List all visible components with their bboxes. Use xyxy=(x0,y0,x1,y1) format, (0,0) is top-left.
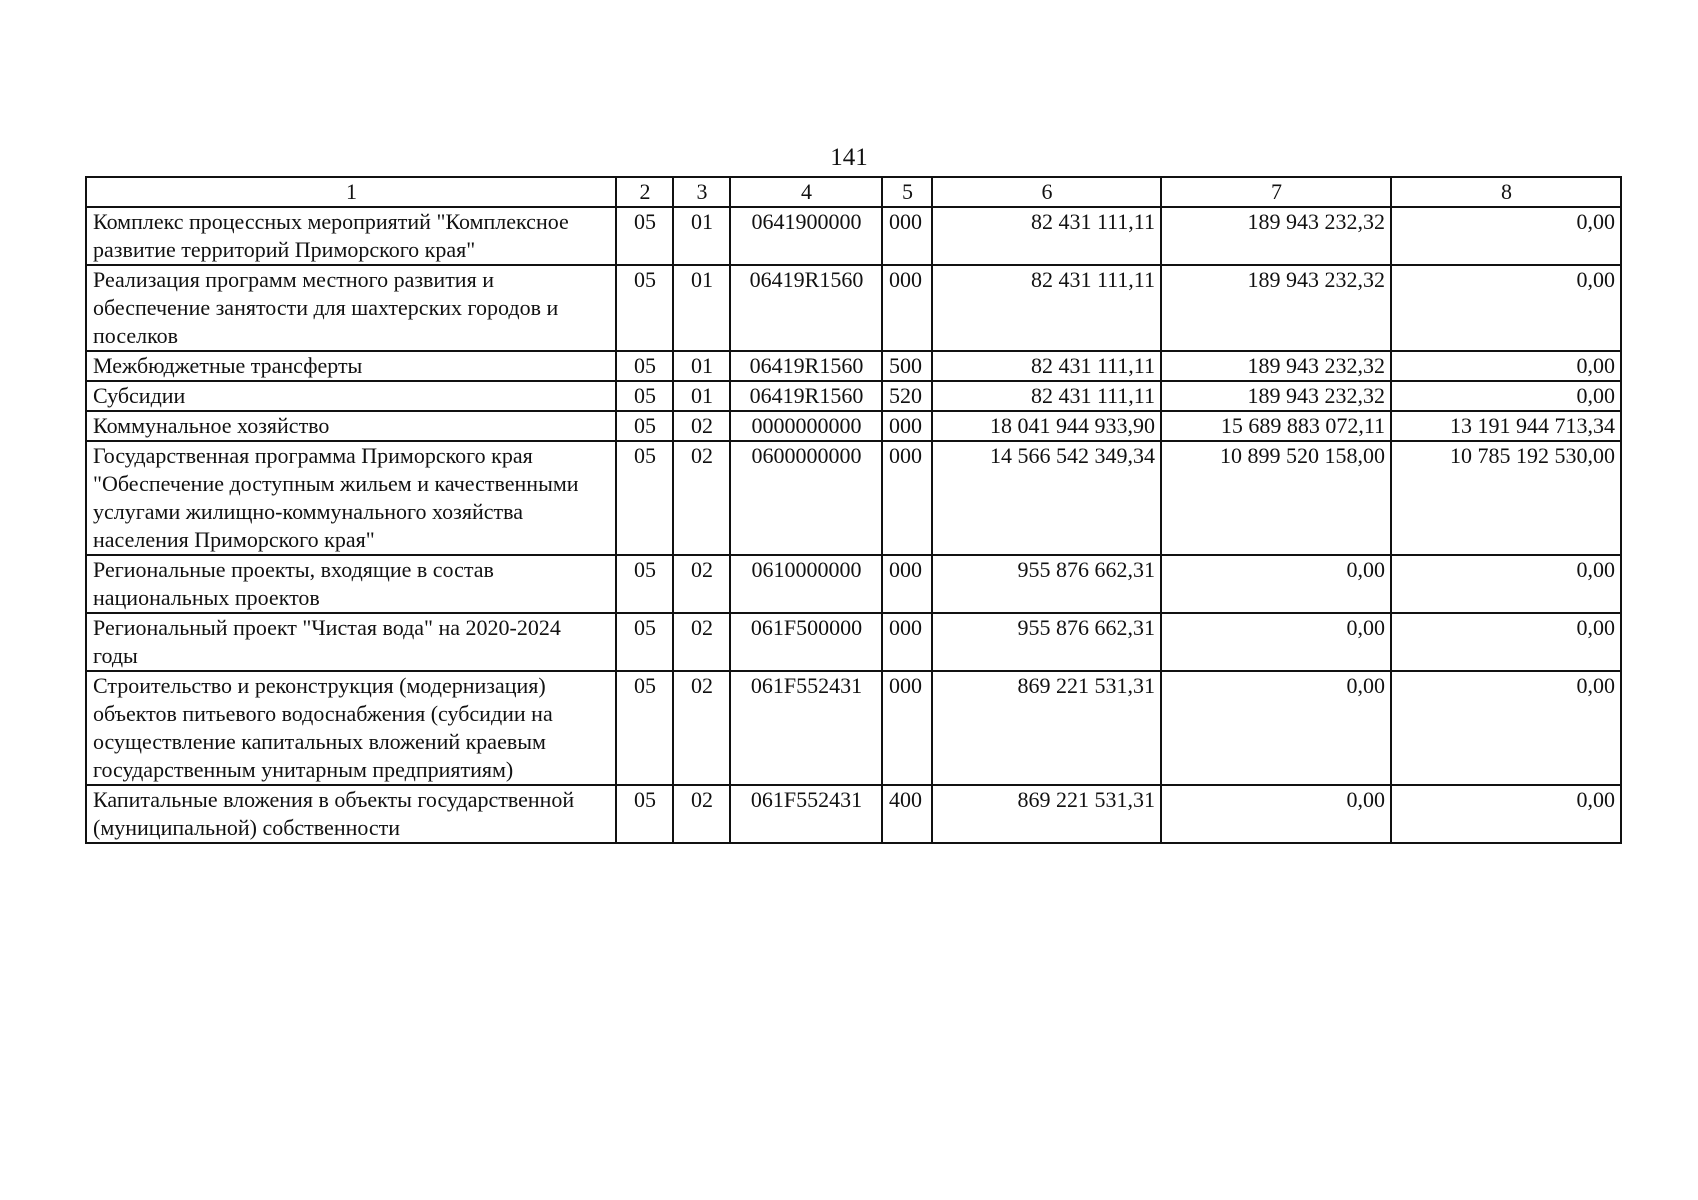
row-expense-type: 000 xyxy=(882,555,932,613)
row-expense-type: 520 xyxy=(882,381,932,411)
row-amount-col7: 189 943 232,32 xyxy=(1161,381,1391,411)
table-row xyxy=(86,411,1621,441)
row-subsection: 02 xyxy=(673,785,730,843)
row-section: 05 xyxy=(616,265,673,351)
row-target-code: 0600000000 xyxy=(730,441,882,555)
row-target-code: 06419R1560 xyxy=(730,381,882,411)
row-expense-type: 000 xyxy=(882,411,932,441)
page-number: 141 xyxy=(830,144,868,171)
row-section: 05 xyxy=(616,207,673,265)
row-expense-type: 000 xyxy=(882,441,932,555)
row-expense-type: 000 xyxy=(882,265,932,351)
row-expense-type: 000 xyxy=(882,671,932,785)
header-col-5: 5 xyxy=(882,177,932,207)
table-row xyxy=(86,265,1621,351)
header-col-6: 6 xyxy=(932,177,1161,207)
row-amount-col8: 10 785 192 530,00 xyxy=(1391,441,1621,555)
table-row xyxy=(86,381,1621,411)
row-target-code: 0641900000 xyxy=(730,207,882,265)
row-amount-col6: 955 876 662,31 xyxy=(932,555,1161,613)
header-col-7: 7 xyxy=(1161,177,1391,207)
table-row xyxy=(86,671,1621,785)
row-subsection: 01 xyxy=(673,207,730,265)
row-amount-col7: 0,00 xyxy=(1161,785,1391,843)
header-col-3: 3 xyxy=(673,177,730,207)
row-target-code: 061F552431 xyxy=(730,785,882,843)
row-subsection: 01 xyxy=(673,265,730,351)
row-amount-col6: 869 221 531,31 xyxy=(932,671,1161,785)
row-amount-col8: 0,00 xyxy=(1391,351,1621,381)
row-amount-col8: 0,00 xyxy=(1391,613,1621,671)
row-name: Реализация программ местного развития и обеспечение занятости для шахтерских городов и поселков xyxy=(86,265,616,351)
row-amount-col7: 0,00 xyxy=(1161,671,1391,785)
row-amount-col7: 15 689 883 072,11 xyxy=(1161,411,1391,441)
row-expense-type: 400 xyxy=(882,785,932,843)
row-subsection: 01 xyxy=(673,351,730,381)
row-name: Субсидии xyxy=(86,381,616,411)
row-amount-col6: 955 876 662,31 xyxy=(932,613,1161,671)
row-name: Коммунальное хозяйство xyxy=(86,411,616,441)
row-target-code: 061F552431 xyxy=(730,671,882,785)
row-amount-col8: 0,00 xyxy=(1391,381,1621,411)
header-col-1: 1 xyxy=(86,177,616,207)
table-row xyxy=(86,207,1621,265)
row-name: Строительство и реконструкция (модернизация) объектов питьевого водоснабжения (субсидии на осуществление капитальных вложений краевым государственным унитарным предприятиям) xyxy=(86,671,616,785)
row-amount-col7: 189 943 232,32 xyxy=(1161,351,1391,381)
row-amount-col6: 82 431 111,11 xyxy=(932,381,1161,411)
row-subsection: 02 xyxy=(673,441,730,555)
row-amount-col7: 0,00 xyxy=(1161,555,1391,613)
row-expense-type: 000 xyxy=(882,207,932,265)
table-row xyxy=(86,613,1621,671)
row-name: Государственная программа Приморского края "Обеспечение доступным жильем и качественными услугами жилищно-коммунального хозяйства населения Приморского края" xyxy=(86,441,616,555)
row-name: Капитальные вложения в объекты государственной (муниципальной) собственности xyxy=(86,785,616,843)
row-amount-col8: 0,00 xyxy=(1391,207,1621,265)
row-target-code: 0000000000 xyxy=(730,411,882,441)
row-name: Региональные проекты, входящие в состав национальных проектов xyxy=(86,555,616,613)
row-amount-col8: 0,00 xyxy=(1391,785,1621,843)
budget-table xyxy=(85,176,1622,844)
row-subsection: 02 xyxy=(673,671,730,785)
row-amount-col8: 0,00 xyxy=(1391,555,1621,613)
row-expense-type: 000 xyxy=(882,613,932,671)
row-name: Комплекс процессных мероприятий "Комплексное развитие территорий Приморского края" xyxy=(86,207,616,265)
row-section: 05 xyxy=(616,351,673,381)
header-col-8: 8 xyxy=(1391,177,1621,207)
header-row xyxy=(86,177,1621,207)
row-amount-col7: 10 899 520 158,00 xyxy=(1161,441,1391,555)
row-subsection: 02 xyxy=(673,411,730,441)
row-target-code: 061F500000 xyxy=(730,613,882,671)
header-col-2: 2 xyxy=(616,177,673,207)
row-amount-col6: 82 431 111,11 xyxy=(932,351,1161,381)
row-target-code: 0610000000 xyxy=(730,555,882,613)
table-row xyxy=(86,351,1621,381)
row-name: Региональный проект "Чистая вода" на 2020-2024 годы xyxy=(86,613,616,671)
row-subsection: 02 xyxy=(673,555,730,613)
row-section: 05 xyxy=(616,785,673,843)
row-amount-col8: 13 191 944 713,34 xyxy=(1391,411,1621,441)
row-section: 05 xyxy=(616,613,673,671)
row-section: 05 xyxy=(616,555,673,613)
row-amount-col7: 189 943 232,32 xyxy=(1161,265,1391,351)
row-amount-col6: 82 431 111,11 xyxy=(932,207,1161,265)
table-row xyxy=(86,785,1621,843)
row-section: 05 xyxy=(616,441,673,555)
row-target-code: 06419R1560 xyxy=(730,351,882,381)
row-amount-col6: 14 566 542 349,34 xyxy=(932,441,1161,555)
row-subsection: 02 xyxy=(673,613,730,671)
row-amount-col6: 869 221 531,31 xyxy=(932,785,1161,843)
row-amount-col6: 18 041 944 933,90 xyxy=(932,411,1161,441)
row-amount-col7: 0,00 xyxy=(1161,613,1391,671)
row-name: Межбюджетные трансферты xyxy=(86,351,616,381)
row-amount-col7: 189 943 232,32 xyxy=(1161,207,1391,265)
row-amount-col6: 82 431 111,11 xyxy=(932,265,1161,351)
row-amount-col8: 0,00 xyxy=(1391,265,1621,351)
row-amount-col8: 0,00 xyxy=(1391,671,1621,785)
header-col-4: 4 xyxy=(730,177,882,207)
row-subsection: 01 xyxy=(673,381,730,411)
row-target-code: 06419R1560 xyxy=(730,265,882,351)
table-row xyxy=(86,441,1621,555)
row-section: 05 xyxy=(616,671,673,785)
table-row xyxy=(86,555,1621,613)
row-section: 05 xyxy=(616,411,673,441)
row-section: 05 xyxy=(616,381,673,411)
row-expense-type: 500 xyxy=(882,351,932,381)
